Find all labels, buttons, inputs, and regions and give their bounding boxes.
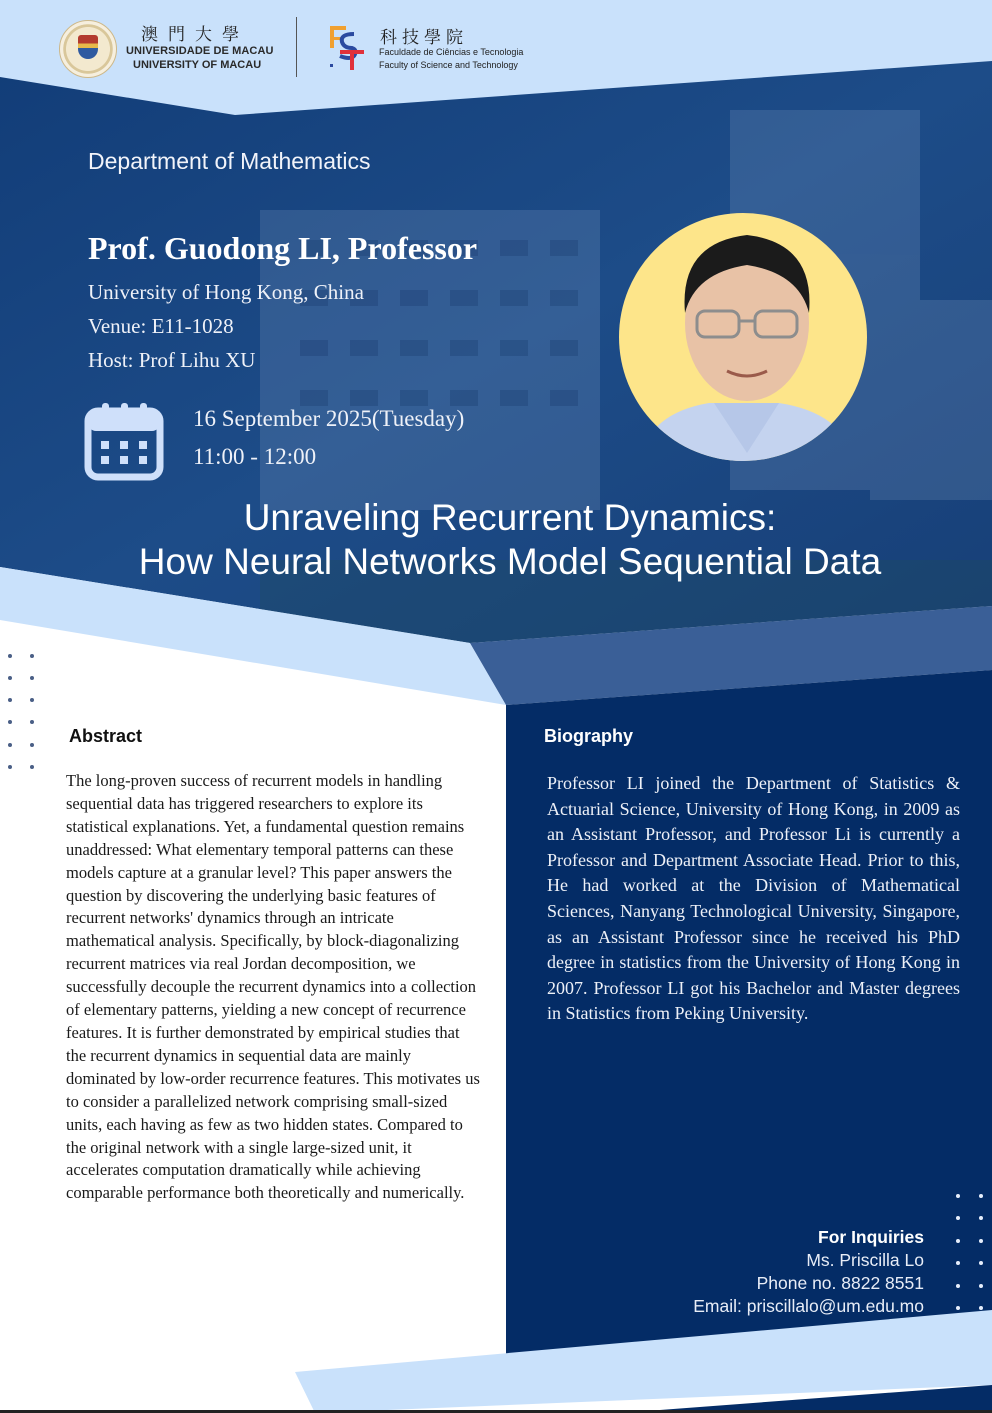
event-time: 11:00 - 12:00 — [193, 444, 317, 469]
logo-divider — [296, 17, 297, 77]
inquiries-email[interactable]: Email: priscillalo@um.edu.mo — [693, 1296, 924, 1316]
faculty-name-english: Faculty of Science and Technology — [379, 60, 518, 70]
speaker-photo — [619, 213, 867, 461]
biography-heading: Biography — [544, 726, 634, 746]
speaker-name: Prof. Guodong LI, Professor — [88, 230, 478, 266]
university-name-chinese: 澳門大學 — [141, 25, 249, 45]
talk-title-line-1: Unraveling Recurrent Dynamics: — [243, 497, 777, 538]
inquiries-heading: For Inquiries — [818, 1227, 924, 1247]
speaker-affiliation: University of Hong Kong, China — [88, 280, 364, 304]
venue: Venue: E11-1028 — [88, 314, 234, 338]
faculty-name-chinese: 科技學院 — [380, 28, 468, 48]
calendar-icon — [84, 403, 164, 481]
talk-title-line-2: How Neural Networks Model Sequential Data — [138, 541, 882, 582]
event-date: 16 September 2025(Tuesday) — [193, 406, 465, 431]
fst-logo-icon — [326, 24, 366, 72]
university-name-portuguese: UNIVERSIDADE DE MACAU — [126, 45, 274, 57]
host: Host: Prof Lihu XU — [88, 348, 256, 372]
faculty-name-portuguese: Faculdade de Ciências e Tecnologia — [379, 47, 524, 57]
abstract-text: The long-proven success of recurrent models in handling sequential data has triggered researchers to explore its statistical explanations. Yet, a fundamental question remains unaddressed: What elementary temporal patterns can these models capture at a granular level? This paper answers the question by discovering the underlying basic features of recurrent networks' dynamics through an intricate mathematical analysis. Specifically, by block-diagonalizing recurrent matrices via real Jordan decomposition, we successfully decouple the recurrent dynamics into a collection of elementary patterns, yielding a new concept of recurrence features. It is further demonstrated by empirical studies that the recurrent dynamics in sequential data are mainly dominated by low-order recurrence features. This motivates us to consider a parallelized network comprising small-sized units, each having as few as two hidden states. Compared to the original network with a single large-sized unit, it accelerates computation dramatically while achieving comparable performance both theoretically and numerically. — [66, 771, 480, 1203]
biography-text: Professor LI joined the Department of Statistics & Actuarial Science, University of Hong Kong, in 2009 as an Assistant Professor, and Professor Li is currently a Professor and Department Associate Head. Prior to this, He had worked at the Division of Mathematical Sciences, Nanyang Technological University, Singapore, as an Assistant Professor since he received his PhD degree in statistics from the University of Hong Kong in 2007. Professor LI got his Bachelor and Master degrees in Statistics from Peking University. — [547, 773, 960, 1024]
inquiries-block — [693, 1226, 924, 1318]
talk-title — [0, 496, 992, 584]
department-name: Department of Mathematics — [88, 148, 371, 174]
seal-shield-icon — [78, 35, 98, 59]
abstract-heading: Abstract — [69, 726, 143, 746]
university-name-english: UNIVERSITY OF MACAU — [133, 59, 262, 71]
inquiries-phone: Phone no. 8822 8551 — [756, 1273, 924, 1293]
university-seal-logo — [59, 20, 117, 78]
inquiries-contact: Ms. Priscilla Lo — [806, 1250, 924, 1270]
speaker-portrait-icon — [619, 213, 867, 461]
